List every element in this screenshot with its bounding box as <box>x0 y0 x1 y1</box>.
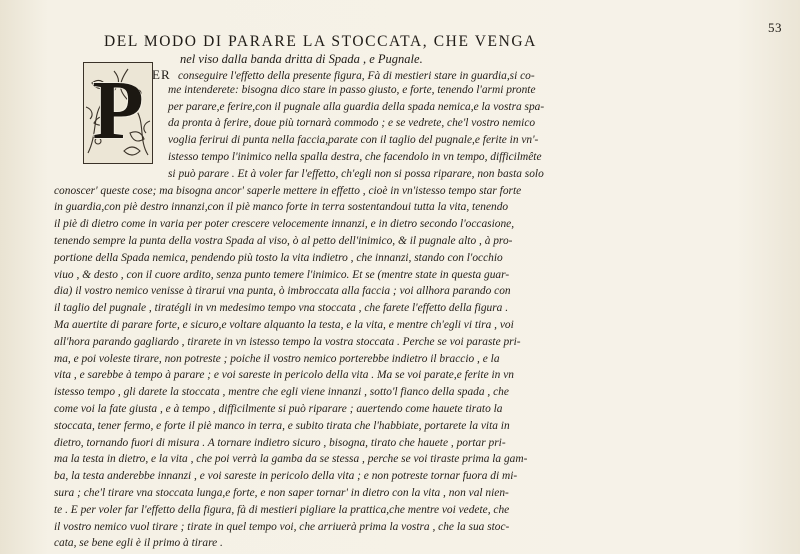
text-line: per parare,e ferire,con il pugnale alla guardia della spada nemica,e la vostra spa- <box>168 100 545 113</box>
text-line: te . E per voler far l'effetto della figura, fà di mestieri pigliare la prattica,che mentre voi vedete, che <box>54 503 510 516</box>
text-line: stoccata, tener fermo, e forte il piè manco in terra, e subito tirata che l'habbiate, portarete la vita in <box>54 419 510 432</box>
text-line: voglia ferirui di punta nella faccia,parate con il taglio del pugnale,e ferite in vn'- <box>168 134 539 147</box>
text-line: il piè di dietro come in varia per poter crescere velocemente innanzi, e in dietro secondo l'occasione, <box>54 218 515 231</box>
text-line: dia) il vostro nemico venisse à tirarui vna punta, ò imbroccata alla faccia ; voi allhora parando con <box>54 285 511 298</box>
text-line: da pronta à ferire, doue più tornarà commodo ; e se vedrete, che'l vostro nemico <box>168 117 536 130</box>
initial-continuation: ER <box>152 67 171 82</box>
text-line: il vostro nemico vuol tirare ; tirate in quel tempo voi, che arriuerà prima la vostra , che la sua stoc- <box>54 520 510 533</box>
decorated-initial <box>83 62 153 164</box>
text-line: ba, la testa anderebbe innanzi , e voi sareste in pericolo della vita ; e non potreste tornar fuora di mi- <box>54 470 518 483</box>
text-line: in guardia,con piè destro innanzi,con il piè manco forte in terra sostentandoui tutta la vita, tenendo <box>54 201 509 214</box>
chapter-title: DEL MODO DI PARARE LA STOCCATA, CHE VENGA <box>104 33 537 50</box>
text-line: me intenderete: bisogna dico stare in passo giusto, e forte, tenendo l'armi pronte <box>168 83 536 96</box>
text-line: sura ; che'l tirare vna stoccata lunga,e forte, e non saper tornar' in dietro con la vita , non val nien- <box>54 487 509 499</box>
text-line: viuo , & desto , con il cuore ardito, senza punto temere l'inimico. Et se (mentre state in questa guar- <box>54 268 510 281</box>
text-line: portione della Spada nemica, pendendo più tosto la vita indietro , che innanzi, stando con l'occhio <box>54 251 503 264</box>
text-line: tenendo sempre la punta della vostra Spada al viso, ò al petto dell'inimico, & il pugnale alto , à pro- <box>54 235 513 247</box>
chapter-subtitle: nel viso dalla banda dritta di Spada , e Pugnale. <box>180 52 423 66</box>
text-line: all'hora parando gagliardo , tirarete in vn istesso tempo la vostra stoccata . Perche se voi paraste pri- <box>54 335 521 348</box>
text-line: come voi la fate giusta , e à tempo , difficilmente si può riparare ; auertendo come hauete tirato la <box>54 403 503 415</box>
initial-letter: P <box>92 64 144 157</box>
text-line: vita , e sarebbe à tempo à parare ; e voi sareste in pericolo della vita . Ma se voi parate,e ferite in vn <box>54 369 514 382</box>
text-line: conoscer' queste cose; ma bisogna ancor' saperle mettere in effetto , cioè in vn'istesso tempo star forte <box>54 184 522 197</box>
text-line: si può parare . Et à voler far l'effetto, ch'egli non si possa riparare, non basta solo <box>168 167 544 180</box>
text-line: conseguire l'effetto della presente figura, Fà di mestieri stare in guardia,si co- <box>178 70 535 82</box>
text-line: ma, e poi voleste tirare, non potreste ; poiche il vostro nemico porterebbe indietro il braccio , e la <box>54 352 500 365</box>
text-line: Ma auertite di parare forte, e sicuro,e voltare alquanto la testa, e la vita, e mentre ch'egli vi tira , voi <box>54 319 514 331</box>
page-number: 53 <box>768 20 782 35</box>
text-line: cata, se bene egli è il primo à tirare . <box>54 537 223 550</box>
text-line: ma la testa in dietro, e la vita , che poi verrà la gamba da se stessa , perche se voi tiraste prima la gam- <box>54 453 528 466</box>
text-line: istesso tempo , gli darete la stoccata , mentre che egli viene innanzi , sotto'l fianco della spada , che <box>54 386 509 399</box>
text-line: il taglio del pugnale , tiratégli in vn medesimo tempo vna stoccata , che farete l'effetto della figura . <box>54 302 509 315</box>
text-line: istesso tempo l'inimico nella spalla destra, che facendolo in vn tempo, difficilmête <box>168 151 542 163</box>
text-line: dietro, tornando fuori di misura . A tornare indietro sicuro , bisogna, tirato che hauete , portar pri- <box>54 436 506 449</box>
